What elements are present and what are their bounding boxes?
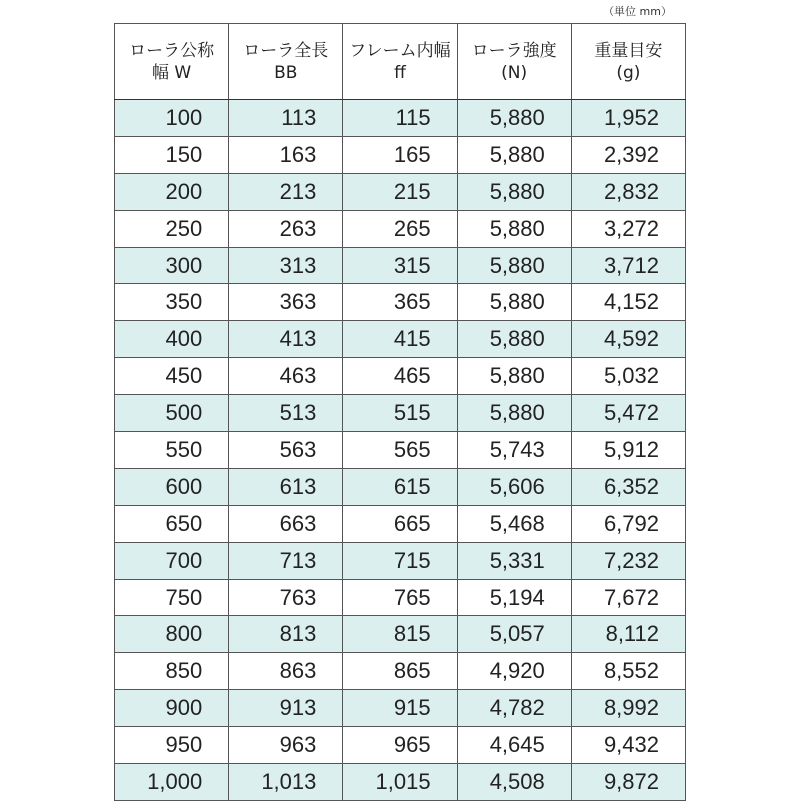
- cell-roller-length: 963: [229, 727, 343, 764]
- table-row: [115, 579, 686, 616]
- cell-roller-strength: 5,606: [457, 468, 571, 505]
- cell-roller-strength: 4,920: [457, 653, 571, 690]
- table-row: [115, 468, 686, 505]
- table-row: [115, 100, 686, 137]
- cell-frame-inner-width: 365: [343, 284, 457, 321]
- cell-frame-inner-width: 465: [343, 358, 457, 395]
- cell-weight-estimate: 8,552: [571, 653, 685, 690]
- cell-roller-length: 413: [229, 321, 343, 358]
- cell-nominal-width: 650: [115, 505, 229, 542]
- table-header: [115, 24, 686, 100]
- cell-roller-length: 163: [229, 136, 343, 173]
- cell-weight-estimate: 8,992: [571, 690, 685, 727]
- cell-roller-length: 813: [229, 616, 343, 653]
- cell-nominal-width: 700: [115, 542, 229, 579]
- cell-roller-strength: 5,880: [457, 100, 571, 137]
- cell-nominal-width: 450: [115, 358, 229, 395]
- header-roller-length: ローラ全長 BB: [229, 24, 343, 100]
- cell-nominal-width: 500: [115, 395, 229, 432]
- cell-roller-length: 313: [229, 247, 343, 284]
- cell-frame-inner-width: 215: [343, 173, 457, 210]
- cell-nominal-width: 400: [115, 321, 229, 358]
- cell-frame-inner-width: 165: [343, 136, 457, 173]
- table-row: [115, 727, 686, 764]
- cell-roller-length: 263: [229, 210, 343, 247]
- table-row: [115, 321, 686, 358]
- table-row: [115, 690, 686, 727]
- table-row: [115, 764, 686, 801]
- cell-roller-length: 513: [229, 395, 343, 432]
- cell-nominal-width: 1,000: [115, 764, 229, 801]
- cell-roller-strength: 5,880: [457, 395, 571, 432]
- cell-roller-length: 663: [229, 505, 343, 542]
- cell-roller-strength: 5,880: [457, 321, 571, 358]
- cell-nominal-width: 250: [115, 210, 229, 247]
- cell-frame-inner-width: 965: [343, 727, 457, 764]
- cell-roller-length: 863: [229, 653, 343, 690]
- table-row: [115, 505, 686, 542]
- header-row: [115, 24, 686, 100]
- cell-roller-length: 713: [229, 542, 343, 579]
- cell-roller-strength: 4,782: [457, 690, 571, 727]
- header-weight-estimate: 重量目安 (g): [571, 24, 685, 100]
- cell-roller-length: 613: [229, 468, 343, 505]
- cell-frame-inner-width: 615: [343, 468, 457, 505]
- cell-roller-length: 763: [229, 579, 343, 616]
- cell-weight-estimate: 5,912: [571, 432, 685, 469]
- table-row: [115, 136, 686, 173]
- cell-roller-strength: 5,880: [457, 247, 571, 284]
- cell-frame-inner-width: 915: [343, 690, 457, 727]
- cell-roller-strength: 5,880: [457, 173, 571, 210]
- table-row: [115, 247, 686, 284]
- cell-roller-strength: 5,743: [457, 432, 571, 469]
- cell-weight-estimate: 3,272: [571, 210, 685, 247]
- table-row: [115, 284, 686, 321]
- cell-nominal-width: 800: [115, 616, 229, 653]
- cell-frame-inner-width: 515: [343, 395, 457, 432]
- cell-roller-length: 1,013: [229, 764, 343, 801]
- cell-nominal-width: 150: [115, 136, 229, 173]
- cell-roller-strength: 5,331: [457, 542, 571, 579]
- cell-roller-strength: 5,057: [457, 616, 571, 653]
- cell-frame-inner-width: 265: [343, 210, 457, 247]
- cell-nominal-width: 600: [115, 468, 229, 505]
- table-row: [115, 432, 686, 469]
- cell-roller-strength: 5,194: [457, 579, 571, 616]
- cell-roller-strength: 4,645: [457, 727, 571, 764]
- header-frame-inner-width: フレーム内幅 ff: [343, 24, 457, 100]
- cell-weight-estimate: 5,032: [571, 358, 685, 395]
- cell-weight-estimate: 7,672: [571, 579, 685, 616]
- table-row: [115, 653, 686, 690]
- table-row: [115, 616, 686, 653]
- cell-frame-inner-width: 865: [343, 653, 457, 690]
- cell-roller-length: 563: [229, 432, 343, 469]
- cell-weight-estimate: 5,472: [571, 395, 685, 432]
- cell-frame-inner-width: 415: [343, 321, 457, 358]
- cell-weight-estimate: 3,712: [571, 247, 685, 284]
- cell-roller-strength: 5,880: [457, 358, 571, 395]
- cell-nominal-width: 350: [115, 284, 229, 321]
- cell-roller-length: 363: [229, 284, 343, 321]
- cell-weight-estimate: 9,872: [571, 764, 685, 801]
- header-roller-strength: ローラ強度 (N): [457, 24, 571, 100]
- cell-roller-strength: 5,880: [457, 136, 571, 173]
- table-row: [115, 358, 686, 395]
- cell-roller-length: 913: [229, 690, 343, 727]
- cell-weight-estimate: 7,232: [571, 542, 685, 579]
- cell-roller-length: 113: [229, 100, 343, 137]
- cell-frame-inner-width: 665: [343, 505, 457, 542]
- cell-frame-inner-width: 815: [343, 616, 457, 653]
- cell-frame-inner-width: 765: [343, 579, 457, 616]
- cell-weight-estimate: 4,152: [571, 284, 685, 321]
- table-row: [115, 395, 686, 432]
- cell-weight-estimate: 2,392: [571, 136, 685, 173]
- cell-frame-inner-width: 565: [343, 432, 457, 469]
- cell-weight-estimate: 6,792: [571, 505, 685, 542]
- cell-nominal-width: 550: [115, 432, 229, 469]
- cell-frame-inner-width: 1,015: [343, 764, 457, 801]
- header-nominal-width: ローラ公称 幅 W: [115, 24, 229, 100]
- cell-frame-inner-width: 115: [343, 100, 457, 137]
- cell-roller-strength: 5,880: [457, 284, 571, 321]
- cell-nominal-width: 950: [115, 727, 229, 764]
- cell-weight-estimate: 6,352: [571, 468, 685, 505]
- cell-frame-inner-width: 715: [343, 542, 457, 579]
- cell-weight-estimate: 8,112: [571, 616, 685, 653]
- roller-spec-table: [114, 23, 686, 801]
- cell-nominal-width: 900: [115, 690, 229, 727]
- cell-roller-length: 213: [229, 173, 343, 210]
- cell-weight-estimate: 9,432: [571, 727, 685, 764]
- cell-nominal-width: 300: [115, 247, 229, 284]
- cell-roller-strength: 4,508: [457, 764, 571, 801]
- cell-weight-estimate: 1,952: [571, 100, 685, 137]
- cell-frame-inner-width: 315: [343, 247, 457, 284]
- cell-nominal-width: 100: [115, 100, 229, 137]
- cell-nominal-width: 200: [115, 173, 229, 210]
- cell-roller-strength: 5,880: [457, 210, 571, 247]
- cell-roller-strength: 5,468: [457, 505, 571, 542]
- cell-weight-estimate: 4,592: [571, 321, 685, 358]
- table-body: [115, 100, 686, 801]
- cell-nominal-width: 750: [115, 579, 229, 616]
- table-row: [115, 542, 686, 579]
- cell-roller-length: 463: [229, 358, 343, 395]
- cell-weight-estimate: 2,832: [571, 173, 685, 210]
- table-row: [115, 173, 686, 210]
- unit-note: （単位 mm）: [603, 5, 672, 18]
- cell-nominal-width: 850: [115, 653, 229, 690]
- table-row: [115, 210, 686, 247]
